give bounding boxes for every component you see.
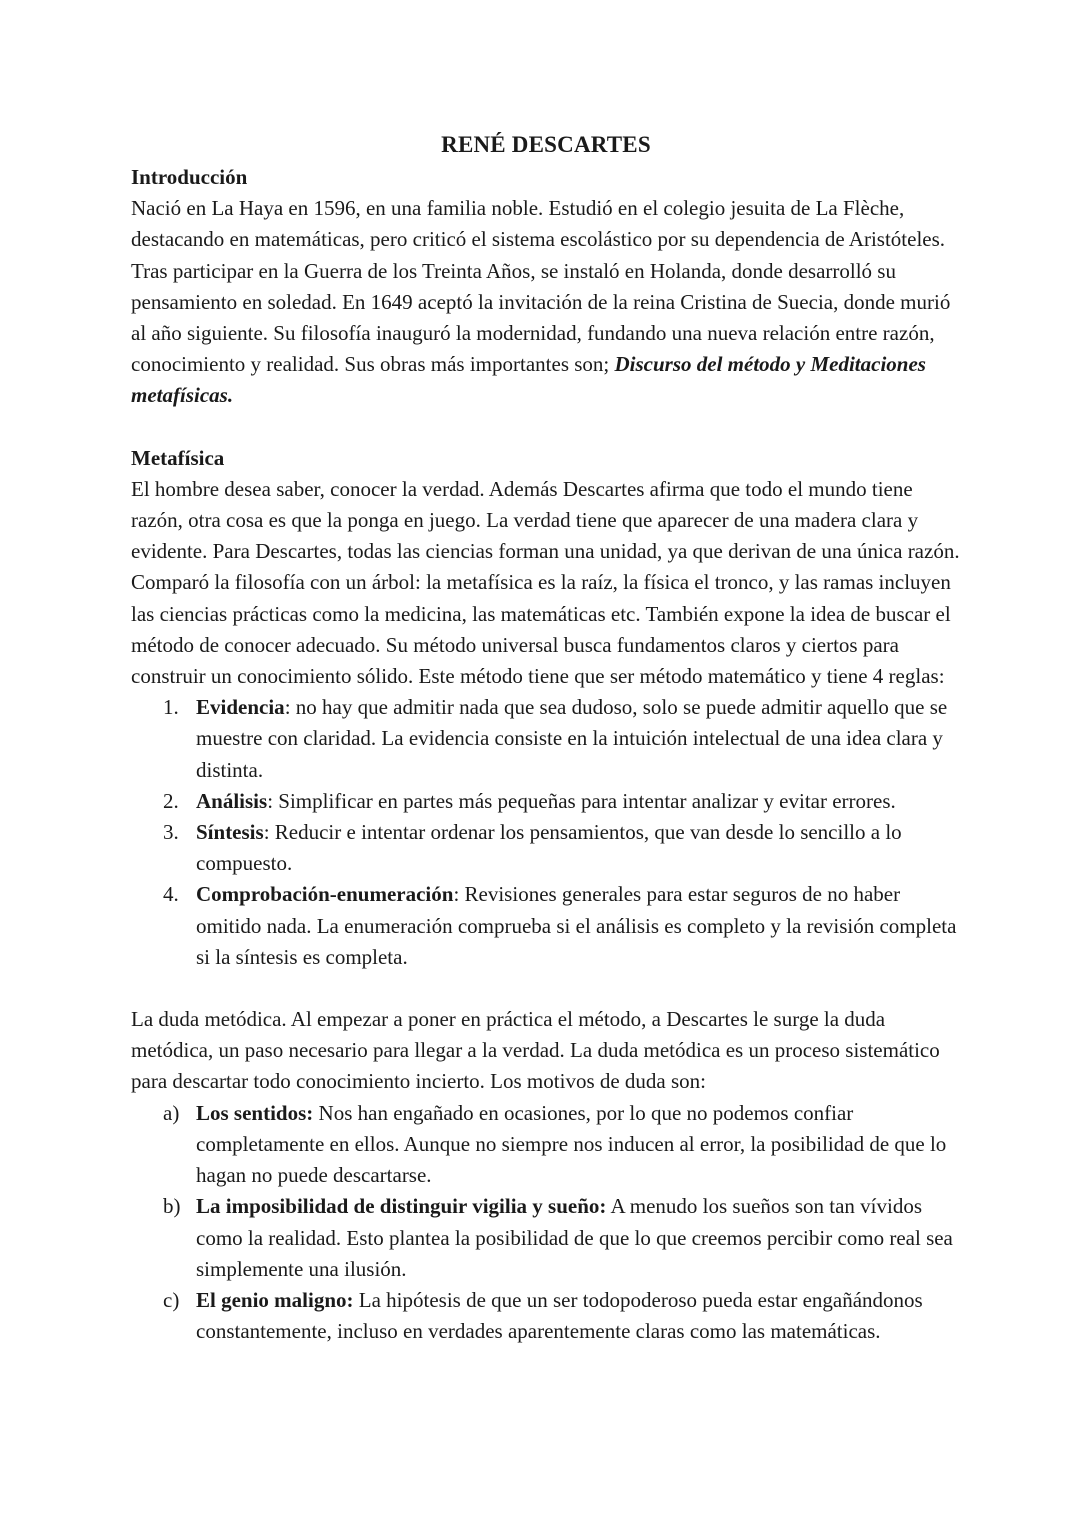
document-title: RENÉ DESCARTES	[441, 132, 651, 157]
rule-item	[131, 879, 961, 973]
rule-text: : Revisiones generales para estar seguros de no haber omitido nada. La enumeración comprueba si el análisis es completo y la revisión completa si la síntesis es completa.	[196, 882, 957, 969]
motive-marker: b)	[163, 1194, 181, 1219]
motive-item	[131, 1191, 961, 1285]
metaphysics-heading: Metafísica	[131, 445, 225, 470]
motive-item	[131, 1098, 961, 1192]
rule-text: : no hay que admitir nada que sea dudoso, solo se puede admitir aquello que se muestre con claridad. La evidencia consiste en la intuición intelectual de una idea clara y distinta.	[196, 695, 948, 782]
rule-item	[131, 692, 961, 786]
rule-marker: 1.	[163, 695, 179, 720]
rule-term: Evidencia	[196, 695, 285, 720]
intro-text: Nació en La Haya en 1596, en una familia noble. Estudió en el colegio jesuita de La Flèche, destacando en matemáticas, pero criticó el sistema escolástico por su dependencia de Aristóteles. Tras participar en la Guerra de los Treinta Años, se instaló en Holanda, donde desarrolló su pensamiento en soledad. En 1649 aceptó la invitación de la reina Cristina de Suecia, donde murió al año siguiente. Su filosofía inauguró la modernidad, fundando una nueva relación entre razón, conocimiento y realidad. Sus obras más importantes son;	[131, 196, 951, 377]
rule-marker: 2.	[163, 788, 179, 813]
rules-list	[131, 692, 961, 973]
rule-term: Análisis	[196, 788, 268, 813]
rule-term: Síntesis	[196, 820, 264, 845]
intro-paragraph	[131, 193, 961, 411]
motive-text: La hipótesis de que un ser todopoderoso pueda estar engañándonos constantemente, incluso en verdades aparentemente claras como las matemáticas.	[196, 1287, 923, 1344]
rule-item	[131, 786, 961, 817]
motive-marker: c)	[163, 1287, 180, 1312]
intro-works: Discurso del método y Meditaciones metafísicas.	[131, 352, 926, 408]
motive-text: Nos han engañado en ocasiones, por lo que no podemos confiar completamente en ellos. Aunque no siempre nos inducen al error, la posibilidad de que lo hagan no puede descartarse.	[196, 1100, 947, 1188]
rule-item	[131, 817, 961, 879]
motive-item	[131, 1285, 961, 1347]
rule-marker: 3.	[163, 820, 179, 845]
intro-heading: Introducción	[131, 165, 248, 189]
rule-marker: 4.	[163, 882, 179, 907]
rule-text: : Reducir e intentar ordenar los pensamientos, que van desde lo sencillo a lo compuesto.	[196, 820, 902, 876]
metaphysics-paragraph: El hombre desea saber, conocer la verdad. Además Descartes afirma que todo el mundo tiene razón, otra cosa es que la ponga en juego. La verdad tiene que aparecer de una madera clara y evidente. Para Descartes, todas las ciencias forman una unidad, ya que derivan de una única razón. Comparó la filosofía con un árbol: la metafísica es la raíz, la física el tronco, y las ramas incluyen las ciencias prácticas como la medicina, las matemáticas etc. También expone la idea de buscar el método de conocer adecuado. Su método universal busca fundamentos claros y ciertos para construir un conocimiento sólido. Este método tiene que ser método matemático y tiene 4 reglas:	[131, 476, 960, 689]
section-spacer	[131, 973, 961, 1004]
document-page	[131, 128, 961, 1347]
doubt-motives-list	[131, 1098, 961, 1348]
motive-marker: a)	[163, 1100, 180, 1125]
motive-term: El genio maligno:	[196, 1287, 354, 1312]
motive-term: Los sentidos:	[196, 1100, 314, 1125]
doubt-paragraph: La duda metódica. Al empezar a poner en práctica el método, a Descartes le surge la duda metódica, un paso necesario para llegar a la verdad. La duda metódica es un proceso sistemático para descartar todo conocimiento incierto. Los motivos de duda son:	[131, 1007, 940, 1094]
motive-term: La imposibilidad de distinguir vigilia y sueño:	[196, 1194, 607, 1219]
section-spacer	[131, 412, 961, 443]
motive-text: A menudo los sueños son tan vívidos como la realidad. Esto plantea la posibilidad de que lo que creemos percibir como real sea simplemente una ilusión.	[196, 1194, 953, 1281]
rule-text: : Simplificar en partes más pequeñas para intentar analizar y evitar errores.	[267, 788, 896, 813]
rule-term: Comprobación-enumeración	[196, 882, 454, 907]
